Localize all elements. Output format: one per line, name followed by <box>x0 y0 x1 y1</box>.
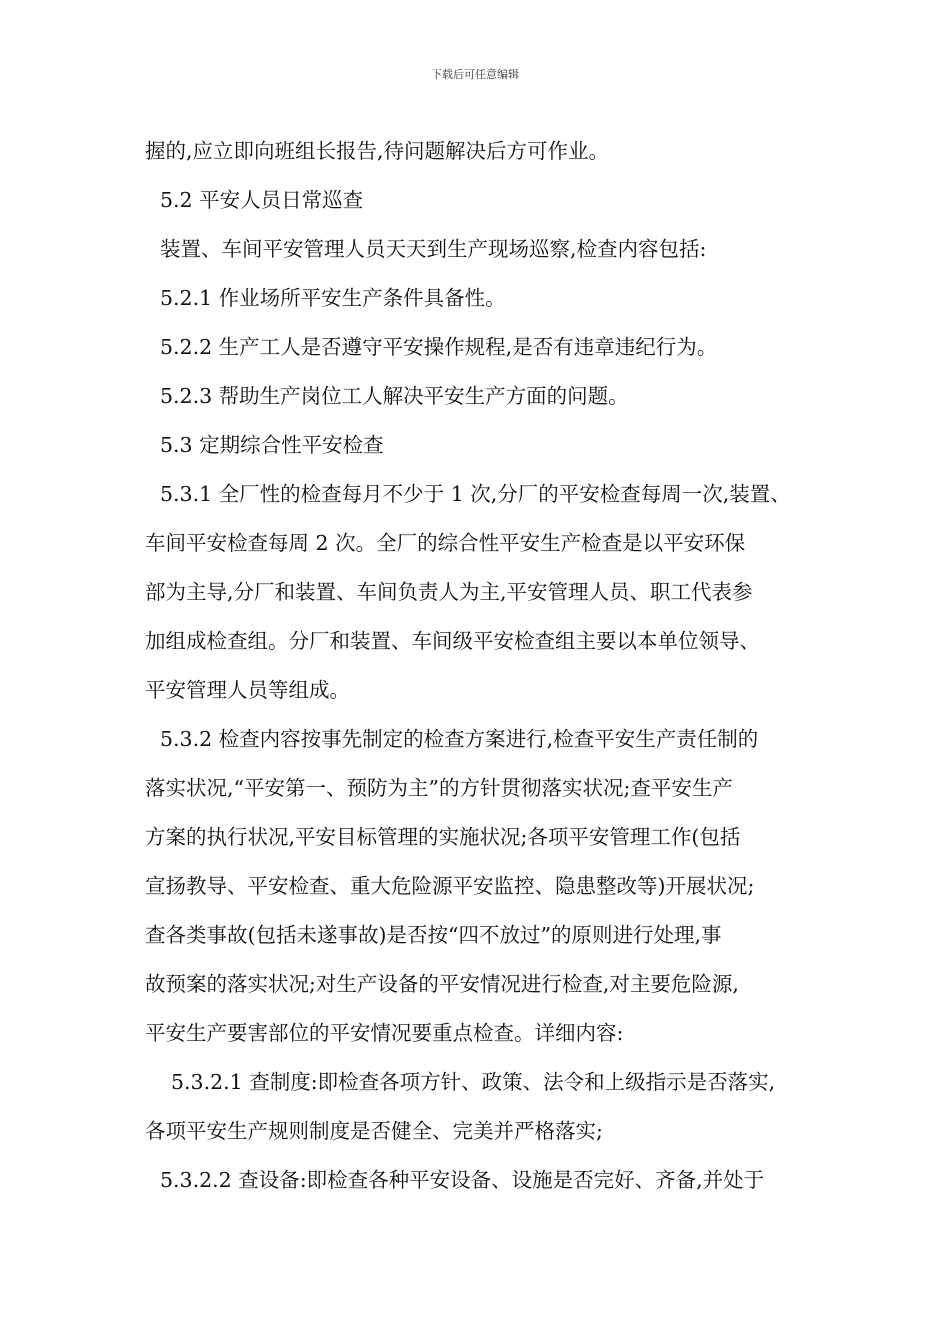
paragraph-line: 5.3.2.1 查制度:即检查各项方针、政策、法令和上级指示是否落实, <box>171 1070 776 1094</box>
paragraph-line: 5.3.2.2 查设备:即检查各种平安设备、设施是否完好、齐备,并处于 <box>160 1168 765 1192</box>
list-item: 5.2.3 帮助生产岗位工人解决平安生产方面的问题。 <box>160 384 629 408</box>
paragraph-line: 平安管理人员等组成。 <box>145 678 350 702</box>
section-heading: 5.2 平安人员日常巡查 <box>160 188 364 212</box>
list-item: 5.2.2 生产工人是否遵守平安操作规程,是否有违章违纪行为。 <box>160 335 718 359</box>
paragraph-line: 车间平安检查每周 2 次。全厂的综合性平安生产检查是以平安环保 <box>145 531 746 555</box>
section-heading: 5.3 定期综合性平安检查 <box>160 433 384 457</box>
document-body <box>145 131 825 1209</box>
paragraph-line: 5.3.1 全厂性的检查每月不少于 1 次,分厂的平安检查每周一次,装置、 <box>160 482 791 506</box>
paragraph-line: 装置、车间平安管理人员天天到生产现场巡察,检查内容包括: <box>160 237 707 261</box>
paragraph-line: 故预案的落实状况;对生产设备的平安情况进行检查,对主要危险源, <box>145 972 739 996</box>
paragraph-line: 方案的执行状况,平安目标管理的实施状况;各项平安管理工作(包括 <box>145 825 741 849</box>
paragraph-line: 各项平安生产规则制度是否健全、完美并严格落实; <box>145 1119 603 1143</box>
paragraph-line: 落实状况,“平安第一、预防为主”的方针贯彻落实状况;查平安生产 <box>145 776 733 800</box>
paragraph-line: 查各类事故(包括未遂事故)是否按“四不放过”的原则进行处理,事 <box>145 923 722 947</box>
paragraph-line: 宣扬教导、平安检查、重大危险源平安监控、隐患整改等)开展状况; <box>145 874 755 898</box>
page-header: 下载后可任意编辑 <box>431 68 519 81</box>
list-item: 5.2.1 作业场所平安生产条件具备性。 <box>160 286 506 310</box>
paragraph-line: 平安生产要害部位的平安情况要重点检查。详细内容: <box>145 1021 624 1045</box>
paragraph-line: 加组成检查组。分厂和装置、车间级平安检查组主要以本单位领导、 <box>145 629 760 653</box>
paragraph-line: 5.3.2 检查内容按事先制定的检查方案进行,检查平安生产责任制的 <box>160 727 759 751</box>
paragraph-line: 部为主导,分厂和装置、车间负责人为主,平安管理人员、职工代表参 <box>145 580 753 604</box>
paragraph-line: 握的,应立即向班组长报告,待问题解决后方可作业。 <box>145 139 610 163</box>
